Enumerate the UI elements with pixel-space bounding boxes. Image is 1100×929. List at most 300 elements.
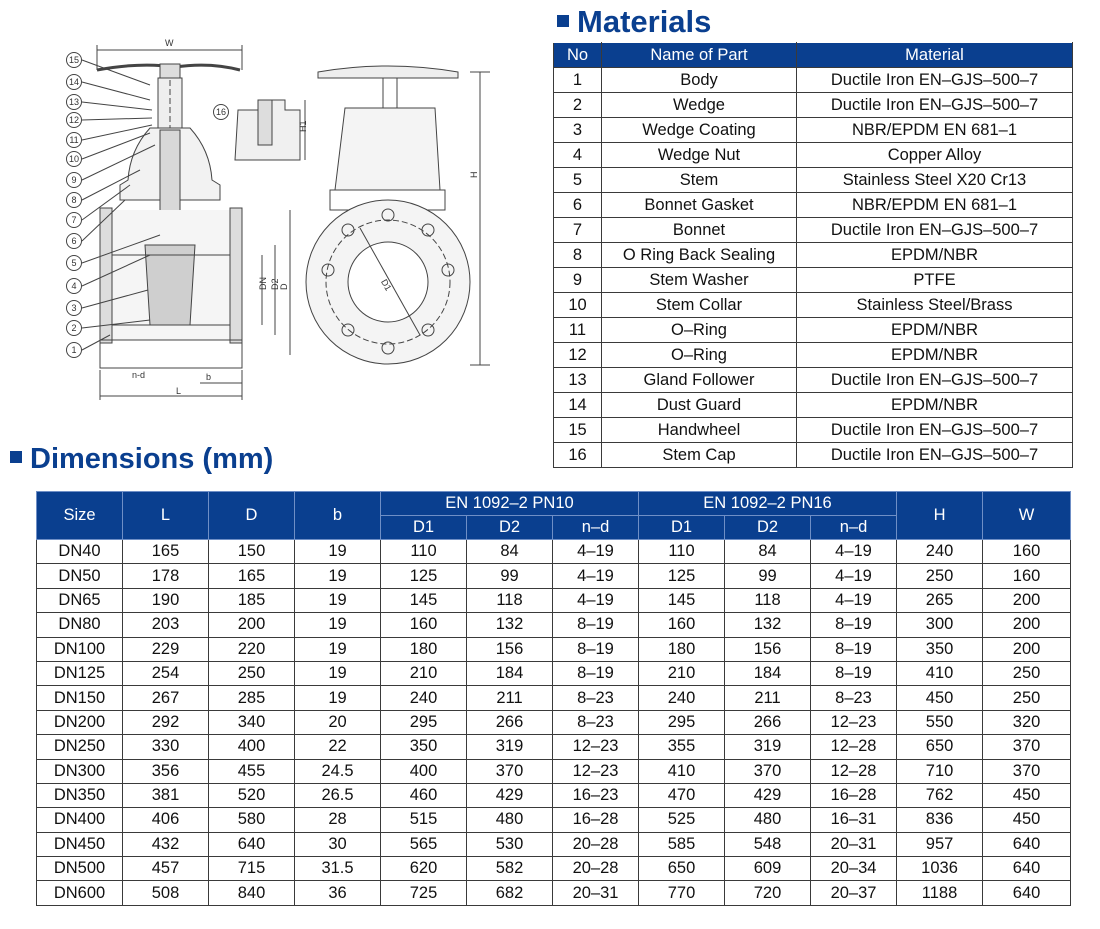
dim-label-l: L <box>176 386 182 396</box>
table-cell: 8–19 <box>811 637 897 661</box>
table-cell: NBR/EPDM EN 681–1 <box>797 118 1073 143</box>
table-cell: Wedge Nut <box>602 143 797 168</box>
table-row <box>554 118 1073 143</box>
table-cell: 160 <box>639 613 725 637</box>
table-cell: 12–23 <box>553 735 639 759</box>
dim-label-h1: H1 <box>298 120 308 132</box>
table-cell: 710 <box>897 759 983 783</box>
table-cell: DN65 <box>37 588 123 612</box>
table-cell: NBR/EPDM EN 681–1 <box>797 193 1073 218</box>
table-cell: 762 <box>897 783 983 807</box>
table-cell: 2 <box>554 93 602 118</box>
table-cell: 220 <box>209 637 295 661</box>
table-cell: 36 <box>295 881 381 905</box>
table-cell: 190 <box>123 588 209 612</box>
dimensions-heading <box>10 443 273 476</box>
col-group-pn10: EN 1092–2 PN10 <box>381 492 639 516</box>
table-cell: Bonnet <box>602 218 797 243</box>
table-cell: 640 <box>983 832 1071 856</box>
table-cell: 1036 <box>897 857 983 881</box>
col-header-pn16-d2: D2 <box>725 516 811 540</box>
table-cell: 508 <box>123 881 209 905</box>
table-cell: 125 <box>381 564 467 588</box>
table-cell: 320 <box>983 710 1071 734</box>
dimensions-header-row-1 <box>37 492 1071 516</box>
table-cell: Stem Cap <box>602 443 797 468</box>
table-cell: 210 <box>639 661 725 685</box>
table-cell: 4–19 <box>811 588 897 612</box>
table-cell: 8–19 <box>553 613 639 637</box>
table-cell: 14 <box>554 393 602 418</box>
table-cell: 682 <box>467 881 553 905</box>
part-callout-number: 3 <box>71 303 77 314</box>
table-cell: 370 <box>725 759 811 783</box>
table-cell: 265 <box>897 588 983 612</box>
table-cell: DN125 <box>37 661 123 685</box>
table-cell: 16–28 <box>811 783 897 807</box>
table-cell: 160 <box>983 540 1071 564</box>
table-cell: 266 <box>725 710 811 734</box>
part-callout-number: 8 <box>71 195 77 206</box>
table-cell: 319 <box>725 735 811 759</box>
table-cell: Ductile Iron EN–GJS–500–7 <box>797 93 1073 118</box>
table-cell: 550 <box>897 710 983 734</box>
table-row <box>554 293 1073 318</box>
table-row <box>554 143 1073 168</box>
table-cell: 770 <box>639 881 725 905</box>
table-cell: 31.5 <box>295 857 381 881</box>
table-cell: 15 <box>554 418 602 443</box>
table-cell: 240 <box>897 540 983 564</box>
square-bullet-icon <box>10 451 22 463</box>
col-header-pn16-d1: D1 <box>639 516 725 540</box>
table-cell: EPDM/NBR <box>797 318 1073 343</box>
table-cell: 480 <box>725 808 811 832</box>
table-row <box>554 268 1073 293</box>
table-cell: 455 <box>209 759 295 783</box>
table-cell: 165 <box>123 540 209 564</box>
table-cell: 6 <box>554 193 602 218</box>
table-cell: DN50 <box>37 564 123 588</box>
col-header-no: No <box>554 43 602 68</box>
table-cell: PTFE <box>797 268 1073 293</box>
table-cell: 620 <box>381 857 467 881</box>
table-cell: 132 <box>725 613 811 637</box>
col-header-h: H <box>897 492 983 540</box>
table-row <box>37 808 1071 832</box>
table-cell: 184 <box>467 661 553 685</box>
table-cell: 300 <box>897 613 983 637</box>
dim-label-h: H <box>469 171 479 178</box>
table-cell: 295 <box>639 710 725 734</box>
table-cell: DN300 <box>37 759 123 783</box>
table-cell: Ductile Iron EN–GJS–500–7 <box>797 368 1073 393</box>
table-cell: 292 <box>123 710 209 734</box>
table-cell: 110 <box>639 540 725 564</box>
table-cell: 20 <box>295 710 381 734</box>
col-header-d: D <box>209 492 295 540</box>
table-cell: Ductile Iron EN–GJS–500–7 <box>797 68 1073 93</box>
table-cell: 400 <box>209 735 295 759</box>
table-cell: 350 <box>381 735 467 759</box>
table-cell: 5 <box>554 168 602 193</box>
table-cell: 470 <box>639 783 725 807</box>
table-cell: 132 <box>467 613 553 637</box>
col-header-material: Material <box>797 43 1073 68</box>
dim-label-d: D <box>279 283 289 290</box>
table-cell: 20–28 <box>553 857 639 881</box>
table-cell: Bonnet Gasket <box>602 193 797 218</box>
dim-label-w: W <box>165 38 174 48</box>
col-header-pn10-d2: D2 <box>467 516 553 540</box>
col-header-w: W <box>983 492 1071 540</box>
col-header-pn16-nd: n–d <box>811 516 897 540</box>
table-cell: 28 <box>295 808 381 832</box>
table-cell: 650 <box>639 857 725 881</box>
table-cell: Stainless Steel X20 Cr13 <box>797 168 1073 193</box>
table-cell: 370 <box>983 735 1071 759</box>
table-cell: DN600 <box>37 881 123 905</box>
table-cell: 406 <box>123 808 209 832</box>
table-cell: 457 <box>123 857 209 881</box>
table-cell: 24.5 <box>295 759 381 783</box>
table-cell: 110 <box>381 540 467 564</box>
dim-label-d2: D2 <box>270 278 280 290</box>
table-cell: 211 <box>725 686 811 710</box>
table-cell: 4 <box>554 143 602 168</box>
dimensions-table <box>36 491 1071 906</box>
col-header-l: L <box>123 492 209 540</box>
table-cell: EPDM/NBR <box>797 243 1073 268</box>
table-cell: 200 <box>983 613 1071 637</box>
table-cell: 210 <box>381 661 467 685</box>
table-cell: 12 <box>554 343 602 368</box>
table-cell: 8–19 <box>553 637 639 661</box>
materials-heading <box>557 4 711 40</box>
table-cell: O–Ring <box>602 318 797 343</box>
table-cell: 118 <box>467 588 553 612</box>
table-cell: 1 <box>554 68 602 93</box>
table-cell: 480 <box>467 808 553 832</box>
part-callout-number: 4 <box>71 281 77 292</box>
table-row <box>37 686 1071 710</box>
table-cell: 450 <box>983 808 1071 832</box>
table-cell: 20–28 <box>553 832 639 856</box>
square-bullet-icon <box>557 15 569 27</box>
table-cell: 30 <box>295 832 381 856</box>
table-cell: 250 <box>983 661 1071 685</box>
table-cell: 20–31 <box>553 881 639 905</box>
table-cell: 285 <box>209 686 295 710</box>
table-cell: 3 <box>554 118 602 143</box>
table-cell: 20–31 <box>811 832 897 856</box>
table-cell: 330 <box>123 735 209 759</box>
table-cell: 84 <box>725 540 811 564</box>
table-cell: 184 <box>725 661 811 685</box>
table-cell: 8–23 <box>553 710 639 734</box>
table-cell: 429 <box>467 783 553 807</box>
table-cell: 432 <box>123 832 209 856</box>
table-row <box>554 243 1073 268</box>
table-cell: 19 <box>295 661 381 685</box>
table-cell: Ductile Iron EN–GJS–500–7 <box>797 418 1073 443</box>
table-cell: 240 <box>381 686 467 710</box>
part-callout-number: 11 <box>69 135 79 146</box>
table-row <box>554 93 1073 118</box>
table-row <box>554 418 1073 443</box>
table-cell: Gland Follower <box>602 368 797 393</box>
table-cell: 19 <box>295 540 381 564</box>
table-cell: 178 <box>123 564 209 588</box>
table-cell: 150 <box>209 540 295 564</box>
table-cell: Dust Guard <box>602 393 797 418</box>
col-header-size: Size <box>37 492 123 540</box>
table-cell: 4–19 <box>553 564 639 588</box>
table-cell: 250 <box>209 661 295 685</box>
table-cell: 12–28 <box>811 735 897 759</box>
table-row <box>37 857 1071 881</box>
table-cell: 8–19 <box>811 661 897 685</box>
col-header-pn10-nd: n–d <box>553 516 639 540</box>
table-cell: 16–23 <box>553 783 639 807</box>
table-cell: 19 <box>295 564 381 588</box>
table-cell: 350 <box>897 637 983 661</box>
table-cell: DN200 <box>37 710 123 734</box>
table-cell: 609 <box>725 857 811 881</box>
table-cell: 16 <box>554 443 602 468</box>
table-cell: 429 <box>725 783 811 807</box>
table-cell: 12–23 <box>553 759 639 783</box>
table-cell: DN40 <box>37 540 123 564</box>
table-cell: DN150 <box>37 686 123 710</box>
part-callout-number: 15 <box>68 55 80 66</box>
table-cell: Ductile Iron EN–GJS–500–7 <box>797 443 1073 468</box>
table-cell: 585 <box>639 832 725 856</box>
table-cell: 118 <box>725 588 811 612</box>
table-cell: 19 <box>295 588 381 612</box>
table-row <box>554 218 1073 243</box>
table-cell: 1188 <box>897 881 983 905</box>
table-cell: 715 <box>209 857 295 881</box>
table-cell: 125 <box>639 564 725 588</box>
table-cell: 200 <box>209 613 295 637</box>
table-cell: 640 <box>983 881 1071 905</box>
table-row <box>554 168 1073 193</box>
table-cell: 957 <box>897 832 983 856</box>
table-cell: 180 <box>639 637 725 661</box>
table-cell: 400 <box>381 759 467 783</box>
table-row <box>37 735 1071 759</box>
dimensions-heading-text: Dimensions (mm) <box>30 443 274 475</box>
table-cell: 565 <box>381 832 467 856</box>
dim-label-b: b <box>206 372 212 382</box>
table-row <box>37 832 1071 856</box>
materials-header-row <box>554 43 1073 68</box>
table-cell: Stem Collar <box>602 293 797 318</box>
table-cell: 9 <box>554 268 602 293</box>
dim-label-d1: D1 <box>379 277 394 293</box>
table-row <box>37 881 1071 905</box>
table-cell: EPDM/NBR <box>797 393 1073 418</box>
table-cell: 20–37 <box>811 881 897 905</box>
table-cell: 460 <box>381 783 467 807</box>
table-cell: 250 <box>983 686 1071 710</box>
table-row <box>554 368 1073 393</box>
table-cell: 200 <box>983 588 1071 612</box>
table-cell: 229 <box>123 637 209 661</box>
table-cell: 26.5 <box>295 783 381 807</box>
part-callout-number: 6 <box>71 236 77 247</box>
table-row <box>37 613 1071 637</box>
dim-label-dn: DN <box>258 277 268 290</box>
part-callout-number: 13 <box>68 97 80 108</box>
part-callout-number: 1 <box>71 345 77 356</box>
table-cell: 203 <box>123 613 209 637</box>
table-row <box>554 343 1073 368</box>
table-cell: Handwheel <box>602 418 797 443</box>
table-row <box>554 318 1073 343</box>
table-cell: 725 <box>381 881 467 905</box>
table-cell: 13 <box>554 368 602 393</box>
table-cell: Body <box>602 68 797 93</box>
table-cell: 525 <box>639 808 725 832</box>
table-cell: 4–19 <box>811 540 897 564</box>
table-cell: 4–19 <box>811 564 897 588</box>
col-group-pn16: EN 1092–2 PN16 <box>639 492 897 516</box>
table-cell: 12–23 <box>811 710 897 734</box>
col-header-pn10-d1: D1 <box>381 516 467 540</box>
table-cell: 185 <box>209 588 295 612</box>
table-cell: Wedge Coating <box>602 118 797 143</box>
table-cell: 640 <box>209 832 295 856</box>
table-cell: 4–19 <box>553 588 639 612</box>
table-cell: Ductile Iron EN–GJS–500–7 <box>797 218 1073 243</box>
table-cell: 19 <box>295 637 381 661</box>
table-cell: 548 <box>725 832 811 856</box>
table-cell: 145 <box>639 588 725 612</box>
table-cell: 145 <box>381 588 467 612</box>
table-cell: 180 <box>381 637 467 661</box>
table-cell: 250 <box>897 564 983 588</box>
table-cell: 160 <box>381 613 467 637</box>
table-cell: 720 <box>725 881 811 905</box>
part-callout-number: 12 <box>68 115 80 126</box>
part-callout-number: 5 <box>71 258 77 269</box>
table-row <box>37 637 1071 661</box>
table-cell: DN400 <box>37 808 123 832</box>
table-cell: 836 <box>897 808 983 832</box>
table-cell: 580 <box>209 808 295 832</box>
table-cell: 12–28 <box>811 759 897 783</box>
table-cell: Stainless Steel/Brass <box>797 293 1073 318</box>
table-cell: 450 <box>983 783 1071 807</box>
table-cell: 640 <box>983 857 1071 881</box>
table-cell: 450 <box>897 686 983 710</box>
table-row <box>37 759 1071 783</box>
valve-technical-drawing <box>0 0 550 440</box>
table-row <box>37 661 1071 685</box>
table-cell: Copper Alloy <box>797 143 1073 168</box>
table-cell: 267 <box>123 686 209 710</box>
table-cell: Stem Washer <box>602 268 797 293</box>
table-cell: 340 <box>209 710 295 734</box>
table-cell: Wedge <box>602 93 797 118</box>
table-cell: 319 <box>467 735 553 759</box>
table-cell: 240 <box>639 686 725 710</box>
materials-heading-text: Materials <box>577 4 712 39</box>
table-row <box>37 783 1071 807</box>
table-cell: 520 <box>209 783 295 807</box>
table-cell: 8 <box>554 243 602 268</box>
table-cell: DN80 <box>37 613 123 637</box>
materials-table <box>553 42 1073 468</box>
table-cell: 8–23 <box>553 686 639 710</box>
part-callout-number: 14 <box>68 77 80 88</box>
table-cell: DN450 <box>37 832 123 856</box>
table-cell: 165 <box>209 564 295 588</box>
table-cell: 99 <box>467 564 553 588</box>
table-cell: 8–23 <box>811 686 897 710</box>
table-cell: 22 <box>295 735 381 759</box>
table-cell: 295 <box>381 710 467 734</box>
table-cell: 211 <box>467 686 553 710</box>
table-cell: 582 <box>467 857 553 881</box>
part-callout-number: 7 <box>71 215 77 226</box>
table-cell: 4–19 <box>553 540 639 564</box>
table-cell: 16–31 <box>811 808 897 832</box>
table-cell: 156 <box>725 637 811 661</box>
table-cell: 11 <box>554 318 602 343</box>
part-callout-number: 2 <box>71 323 77 334</box>
table-row <box>554 393 1073 418</box>
part-callout-number: 9 <box>71 175 77 186</box>
table-row <box>37 564 1071 588</box>
table-cell: 84 <box>467 540 553 564</box>
table-cell: 266 <box>467 710 553 734</box>
table-cell: 370 <box>467 759 553 783</box>
table-cell: O Ring Back Sealing <box>602 243 797 268</box>
table-cell: 10 <box>554 293 602 318</box>
table-cell: 254 <box>123 661 209 685</box>
table-cell: 650 <box>897 735 983 759</box>
table-cell: 19 <box>295 686 381 710</box>
table-cell: DN250 <box>37 735 123 759</box>
col-header-name: Name of Part <box>602 43 797 68</box>
table-cell: EPDM/NBR <box>797 343 1073 368</box>
table-row <box>37 710 1071 734</box>
table-cell: 7 <box>554 218 602 243</box>
table-cell: 156 <box>467 637 553 661</box>
table-cell: 410 <box>897 661 983 685</box>
table-row <box>37 588 1071 612</box>
table-cell: 8–19 <box>553 661 639 685</box>
table-cell: DN100 <box>37 637 123 661</box>
part-callout-number: 10 <box>68 154 80 165</box>
table-cell: 19 <box>295 613 381 637</box>
table-cell: 200 <box>983 637 1071 661</box>
table-cell: 356 <box>123 759 209 783</box>
table-cell: Stem <box>602 168 797 193</box>
table-row <box>554 443 1073 468</box>
table-cell: 381 <box>123 783 209 807</box>
table-cell: 160 <box>983 564 1071 588</box>
table-cell: 410 <box>639 759 725 783</box>
table-cell: DN350 <box>37 783 123 807</box>
col-header-b: b <box>295 492 381 540</box>
table-cell: 99 <box>725 564 811 588</box>
table-row <box>37 540 1071 564</box>
dim-label-nd: n-d <box>132 370 146 380</box>
